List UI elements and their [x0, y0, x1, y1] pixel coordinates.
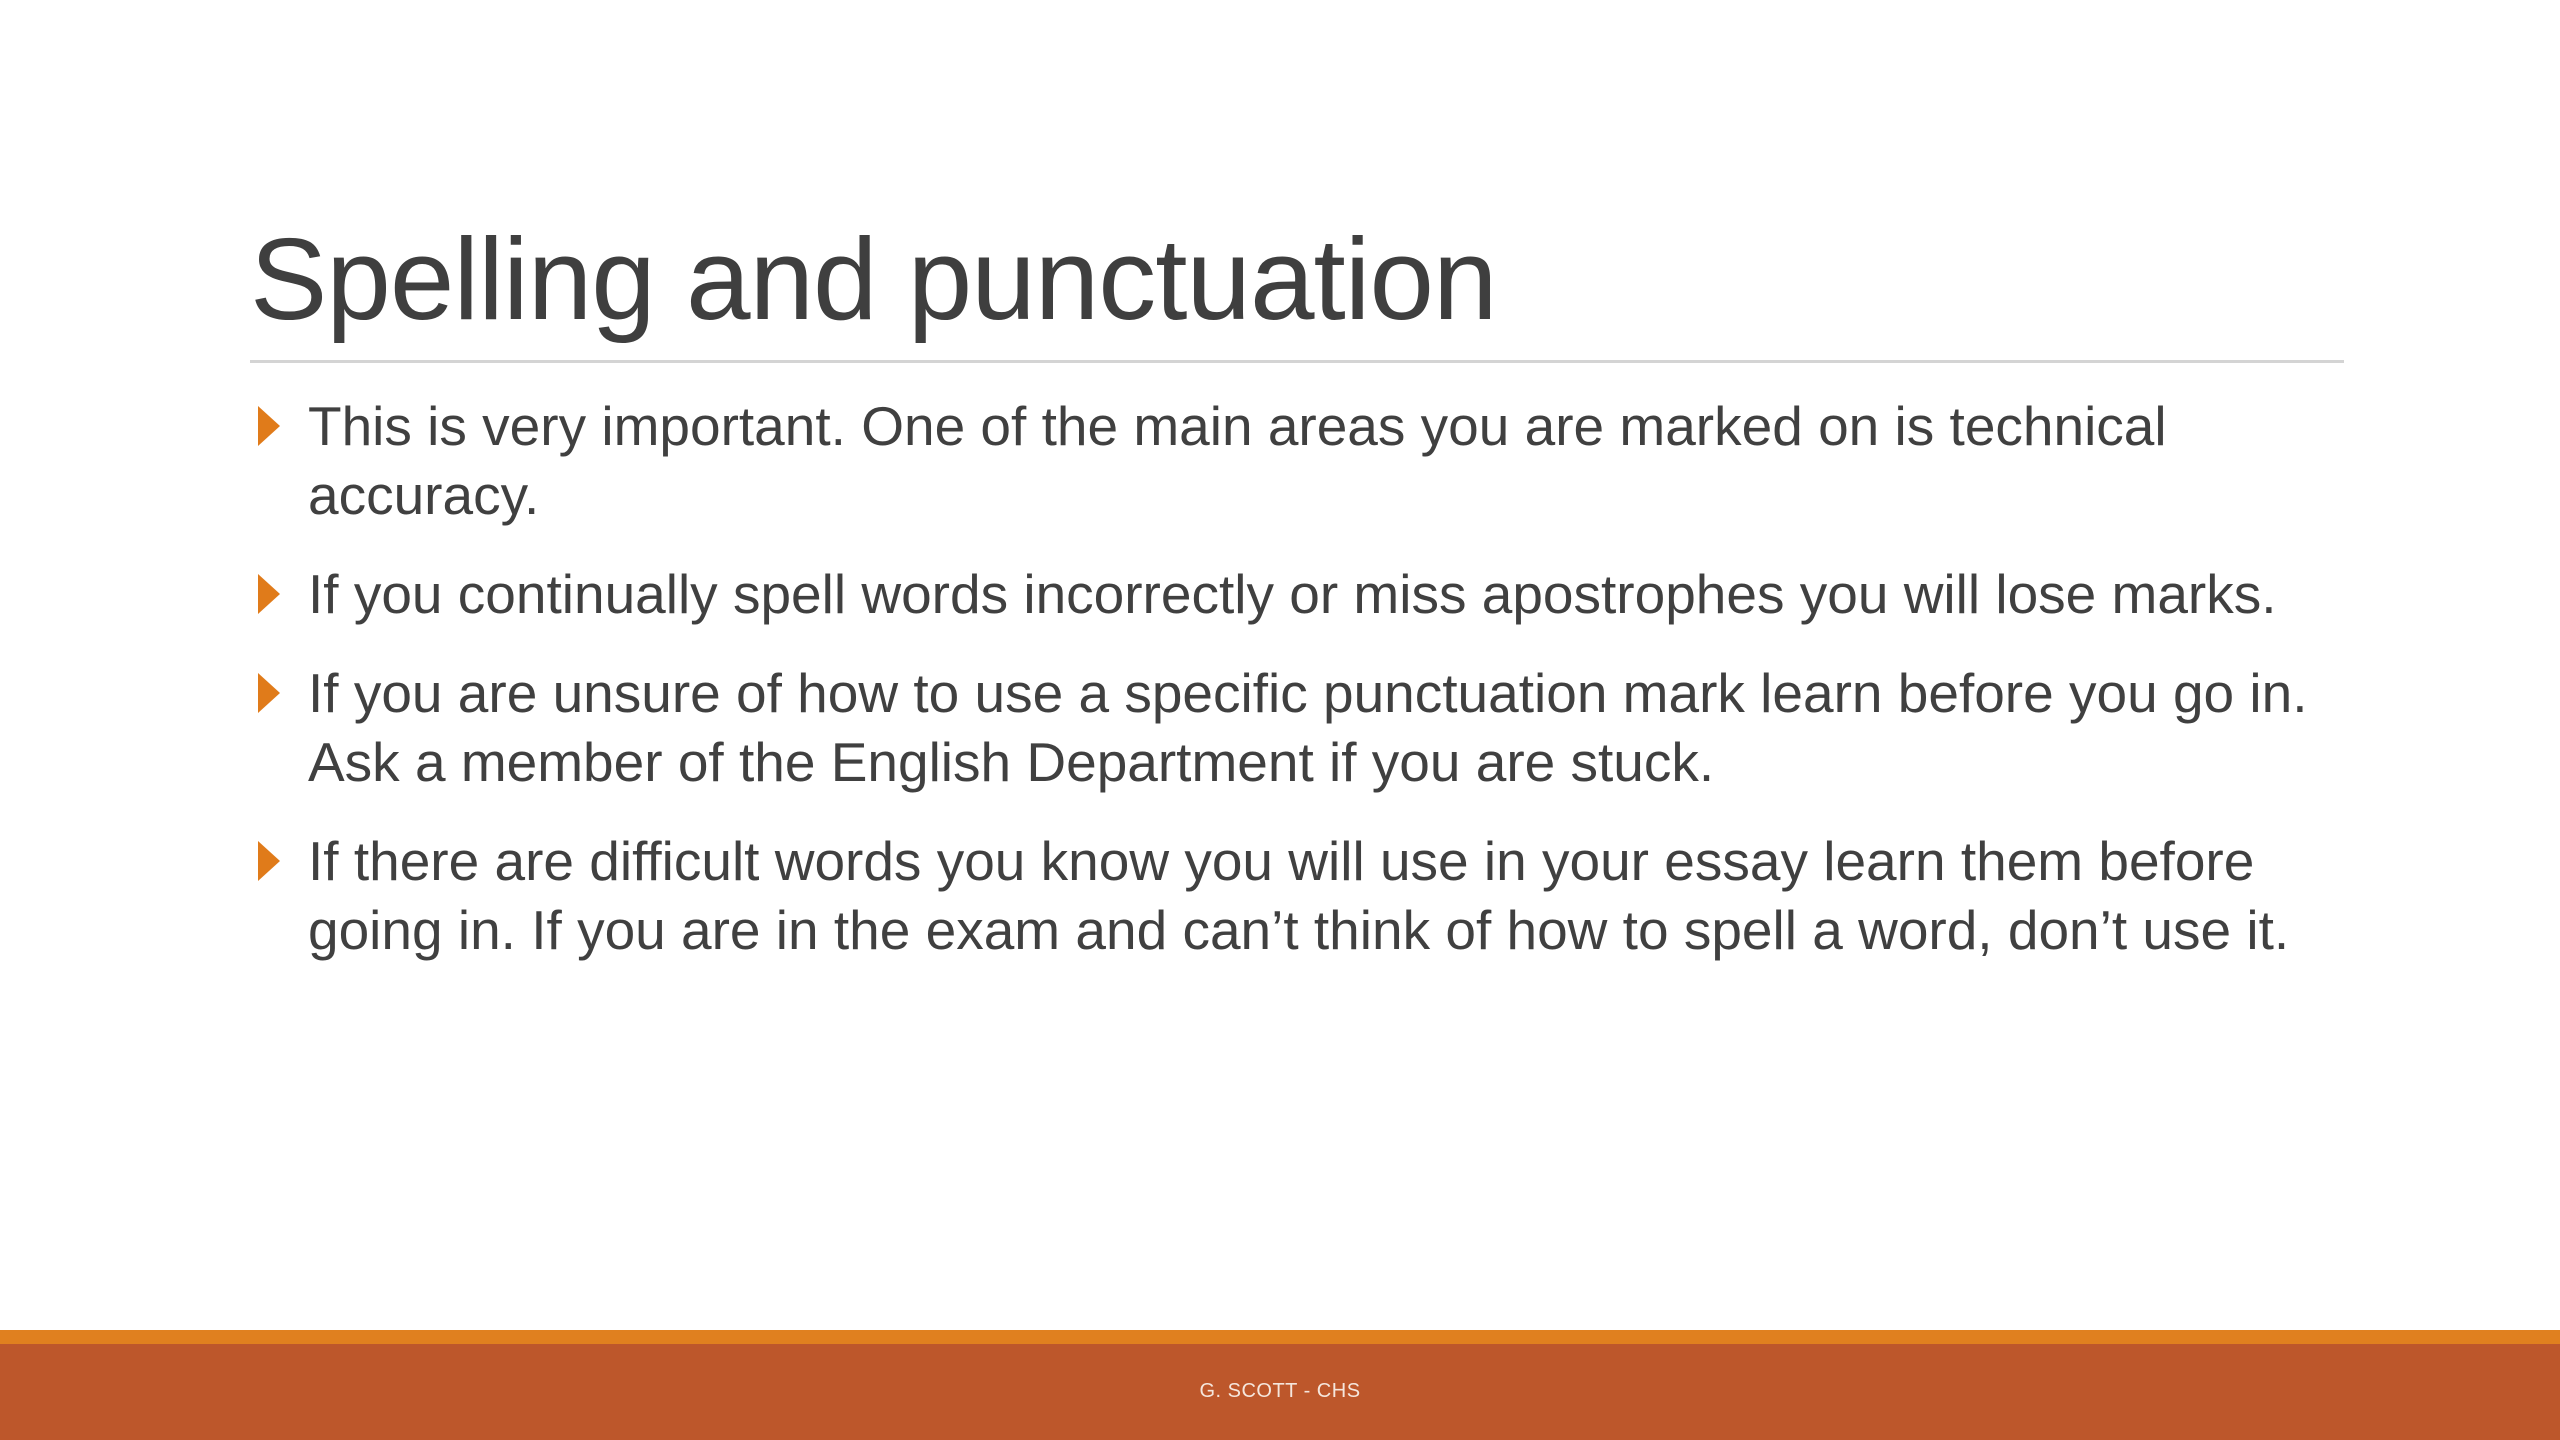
- triangle-right-icon: [258, 841, 280, 881]
- triangle-right-icon: [258, 406, 280, 446]
- footer-text: G. SCOTT - CHS: [1199, 1380, 1361, 1402]
- bullet-text: If you are unsure of how to use a specific punctuation mark learn before you go in. Ask a member of the English Department if you are stuck.: [308, 662, 2308, 793]
- title-divider: [250, 360, 2344, 363]
- list-item: [250, 560, 2360, 629]
- footer-accent-stripe: [0, 1330, 2560, 1344]
- triangle-right-icon: [258, 673, 280, 713]
- bullet-text: This is very important. One of the main areas you are marked on is technical accuracy.: [308, 395, 2167, 526]
- list-item: [250, 392, 2360, 530]
- triangle-right-icon: [258, 574, 280, 614]
- bullet-text: If there are difficult words you know you will use in your essay learn them before going in. If you are in the exam and can’t think of how to spell a word, don’t use it.: [308, 830, 2290, 961]
- bullet-list: [250, 392, 2360, 995]
- list-item: [250, 827, 2360, 965]
- list-item: [250, 659, 2360, 797]
- bullet-text: If you continually spell words incorrectly or miss apostrophes you will lose marks.: [308, 563, 2277, 625]
- slide-title: Spelling and punctuation: [250, 214, 1497, 344]
